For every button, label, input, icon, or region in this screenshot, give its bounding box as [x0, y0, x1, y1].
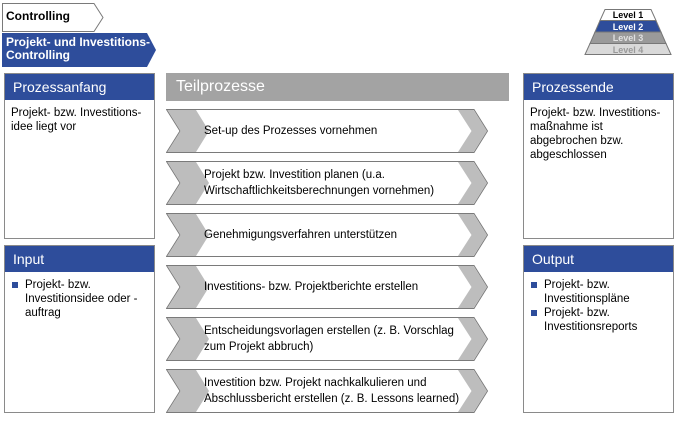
process-step-4[interactable]: [166, 265, 488, 309]
level-4-label: Level 4: [612, 44, 644, 55]
process-step-6[interactable]: [166, 369, 488, 413]
output-list-item: Projekt- bzw. Investitionsreports: [530, 306, 667, 334]
prozessende-title: Prozessende: [524, 74, 673, 100]
prozessende-text: Projekt- bzw. Investitions-maßnahme ist abgebrochen bzw. abgeschlossen: [530, 107, 661, 161]
process-step-label: Projekt bzw. Investition planen (u.a. Wirtschaftlichkeitsberechnungen vornehmen): [204, 169, 435, 197]
input-list-item: Projekt- bzw. Investitionsidee oder -auftrag: [11, 278, 148, 320]
level-3-label: Level 3: [612, 33, 644, 43]
prozessende-panel: [523, 73, 674, 239]
output-list-item: Projekt- bzw. Investitionspläne: [530, 278, 667, 306]
process-step-5[interactable]: [166, 317, 488, 361]
process-step-1[interactable]: [166, 109, 488, 153]
process-step-label: Genehmigungsverfahren unterstützen: [204, 229, 398, 241]
level-1-label: Level 1: [612, 10, 644, 20]
output-list: [530, 278, 667, 334]
process-step-3[interactable]: [166, 213, 488, 257]
input-title: Input: [5, 246, 154, 272]
prozessanfang-panel: [4, 73, 155, 239]
breadcrumb-level-1-label: Controlling: [6, 9, 70, 23]
level-2-label: Level 2: [612, 21, 644, 32]
process-step-label: Set-up des Prozesses vornehmen: [204, 125, 378, 137]
breadcrumb-level-2[interactable]: [2, 33, 156, 67]
level-pyramid: [582, 9, 674, 55]
process-step-2[interactable]: [166, 161, 488, 205]
prozessanfang-text: Projekt- bzw. Investitions-idee liegt vor: [11, 107, 142, 133]
process-step-label: Entscheidungsvorlagen erstellen (z. B. Vorschlag zum Projekt abbruch): [204, 325, 454, 353]
input-panel: [4, 245, 155, 413]
process-step-label: Investition bzw. Projekt nachkalkulieren und Abschlussbericht erstellen (z. B. Lessons learned): [204, 377, 460, 405]
breadcrumb-level-2-label: Projekt- und Investitions-Controlling: [6, 35, 151, 62]
output-title: Output: [524, 246, 673, 272]
process-step-label: Investitions- bzw. Projektberichte erstellen: [204, 281, 419, 293]
prozessanfang-title: Prozessanfang: [5, 74, 154, 100]
output-panel: [523, 245, 674, 413]
teilprozesse-header: Teilprozesse: [166, 73, 509, 101]
input-list: [11, 278, 148, 320]
breadcrumb-level-1[interactable]: [2, 3, 104, 32]
